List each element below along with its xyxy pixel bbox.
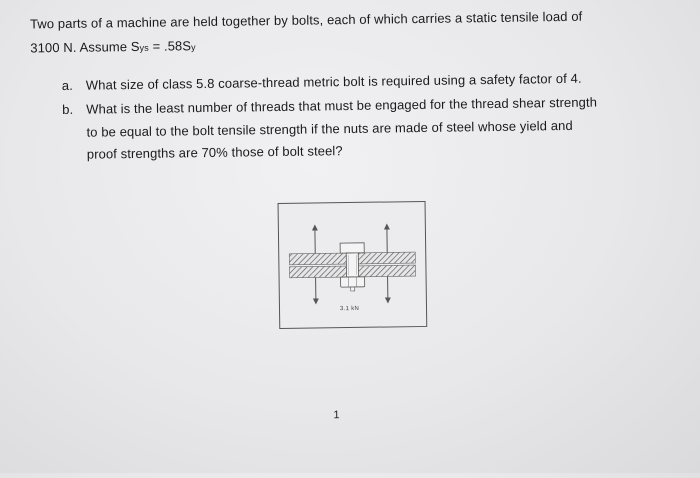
question-b-text-line-3: proof strengths are 70% those of bolt steel? [87,143,343,162]
bolted-joint-figure [278,201,428,329]
question-b [62,95,597,117]
load-label: 3.1 kN [340,306,359,312]
problem-assumption-text: = .58S [149,38,191,54]
question-b-text-line-1: What is the least number of threads that must be engaged for the thread shear strength [86,95,597,117]
subscript-ys: ys [140,43,149,53]
question-a [62,71,582,93]
page-number: 1 [333,409,339,421]
question-a-label: a. [62,78,86,93]
nut-icon [341,277,365,287]
problem-statement-line-1 [30,9,583,32]
problem-load-text: 3100 N. Assume S [30,39,139,56]
question-b-label: b. [62,102,86,117]
problem-statement-line-2 [30,38,196,55]
question-a-text: What size of class 5.8 coarse-thread metric bolt is required using a safety factor of 4. [86,71,582,93]
problem-intro-text: Two parts of a machine are held together by bolts, each of which carries a static tensile load of [30,9,583,32]
question-b-continuation-2 [87,143,343,162]
question-b-continuation-1 [86,118,572,140]
question-b-text-line-2: to be equal to the bolt tensile strength if the nuts are made of steel whose yield and [86,118,572,140]
subscript-y: y [191,42,196,52]
